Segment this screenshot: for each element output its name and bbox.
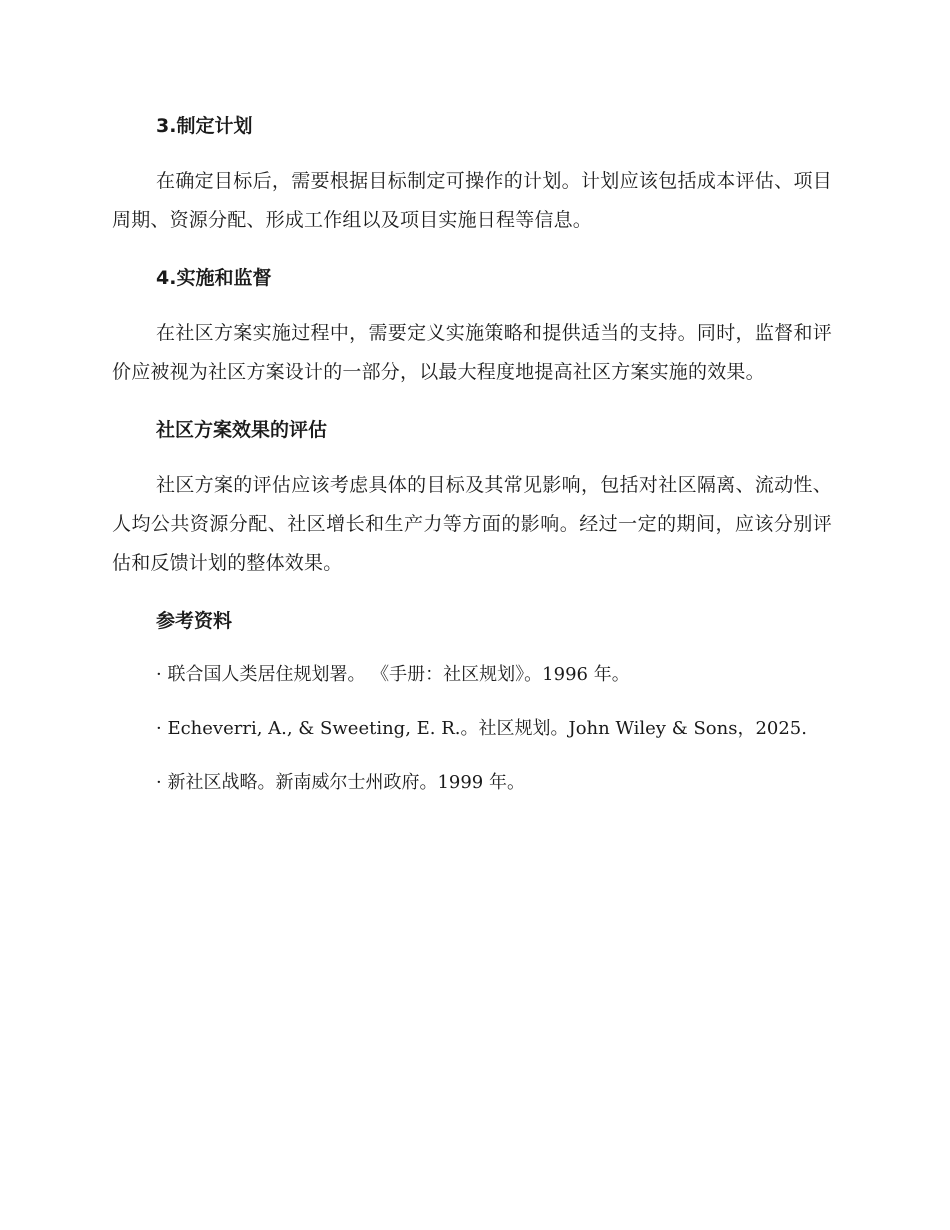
section-heading-implementation: 4.实施和监督 [156, 267, 272, 289]
section-paragraph-plan: 在确定目标后，需要根据目标制定可操作的计划。计划应该包括成本评估、项目周期、资源分配、形成工作组以及项目实施日程等信息。 [112, 170, 832, 231]
reference-item: · Echeverri, A., & Sweeting, E. R.。社区规划。John Wiley & Sons，2025. [156, 718, 807, 739]
reference-item: · 新社区战略。新南威尔士州政府。1999 年。 [156, 772, 525, 793]
references-heading: 参考资料 [156, 610, 233, 632]
document-page [112, 110, 832, 799]
section-heading-evaluation: 社区方案效果的评估 [156, 419, 328, 441]
section-paragraph-implementation: 在社区方案实施过程中，需要定义实施策略和提供适当的支持。同时，监督和评价应被视为社区方案设计的一部分，以最大程度地提高社区方案实施的效果。 [112, 322, 832, 383]
section-heading-plan: 3.制定计划 [156, 115, 253, 137]
section-paragraph-evaluation: 社区方案的评估应该考虑具体的目标及其常见影响，包括对社区隔离、流动性、人均公共资源分配、社区增长和生产力等方面的影响。经过一定的期间，应该分别评估和反馈计划的整体效果。 [112, 474, 832, 574]
reference-item: · 联合国人类居住规划署。 《手册：社区规划》。1996 年。 [156, 664, 630, 685]
